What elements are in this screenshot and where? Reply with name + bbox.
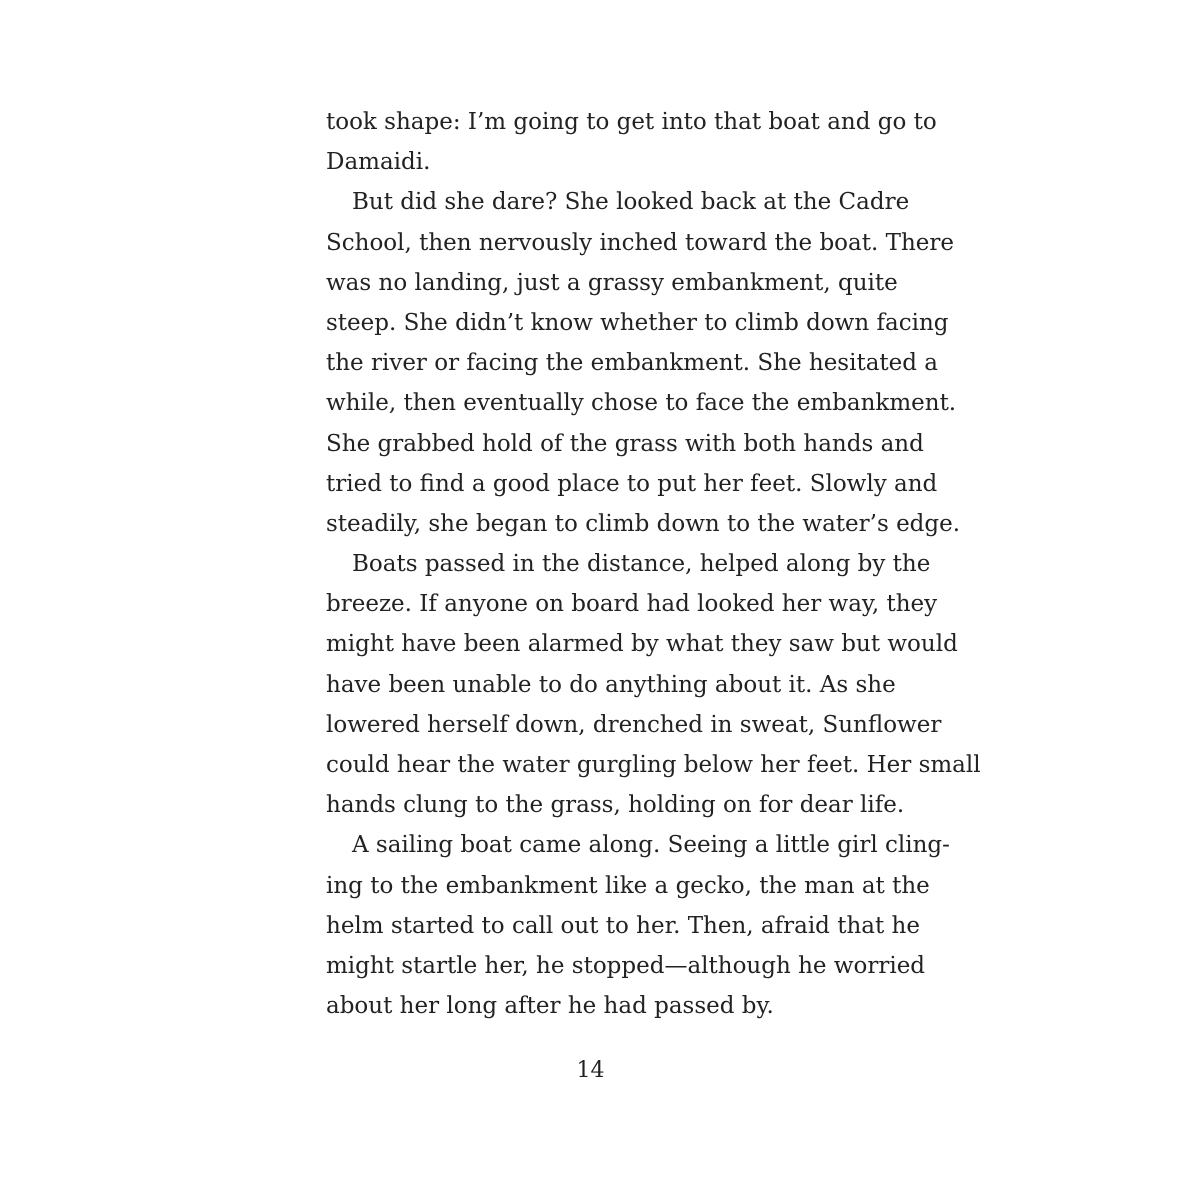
- text-line: tried to find a good place to put her feet. Slowly and: [326, 470, 938, 497]
- text-line: might startle her, he stopped—although he worried: [326, 952, 926, 979]
- text-line: about her long after he had passed by.: [326, 993, 774, 1020]
- text-line: A sailing boat came along. Seeing a little girl cling-: [352, 832, 950, 859]
- text-line: But did she dare? She looked back at the Cadre: [352, 189, 910, 216]
- text-line: have been unable to do anything about it. As she: [326, 671, 896, 698]
- text-line: while, then eventually chose to face the embankment.: [326, 390, 957, 417]
- text-line: steep. She didn’t know whether to climb down facing: [326, 309, 949, 336]
- text-line: School, then nervously inched toward the boat. There: [326, 229, 954, 256]
- text-line: helm started to call out to her. Then, afraid that he: [326, 912, 920, 939]
- text-line: She grabbed hold of the grass with both hands and: [326, 430, 924, 457]
- text-line: could hear the water gurgling below her feet. Her small: [326, 752, 981, 778]
- text-line: breeze. If anyone on board had looked her way, they: [326, 591, 938, 618]
- text-line: the river or facing the embankment. She hesitated a: [326, 350, 939, 377]
- body-text: [326, 102, 981, 1026]
- text-line: Boats passed in the distance, helped along by the: [352, 551, 931, 578]
- text-line: ing to the embankment like a gecko, the man at the: [326, 872, 930, 899]
- text-line: might have been alarmed by what they saw but would: [326, 631, 958, 658]
- text-line: hands clung to the grass, holding on for dear life.: [326, 792, 905, 819]
- text-line: took shape: I’m going to get into that boat and go to: [326, 109, 937, 135]
- page-number: 14: [576, 1058, 605, 1083]
- text-line: lowered herself down, drenched in sweat, Sunflower: [326, 711, 942, 738]
- text-line: was no landing, just a grassy embankment, quite: [326, 269, 898, 296]
- text-line: steadily, she began to climb down to the water’s edge.: [326, 510, 961, 537]
- text-line: Damaidi.: [326, 149, 431, 176]
